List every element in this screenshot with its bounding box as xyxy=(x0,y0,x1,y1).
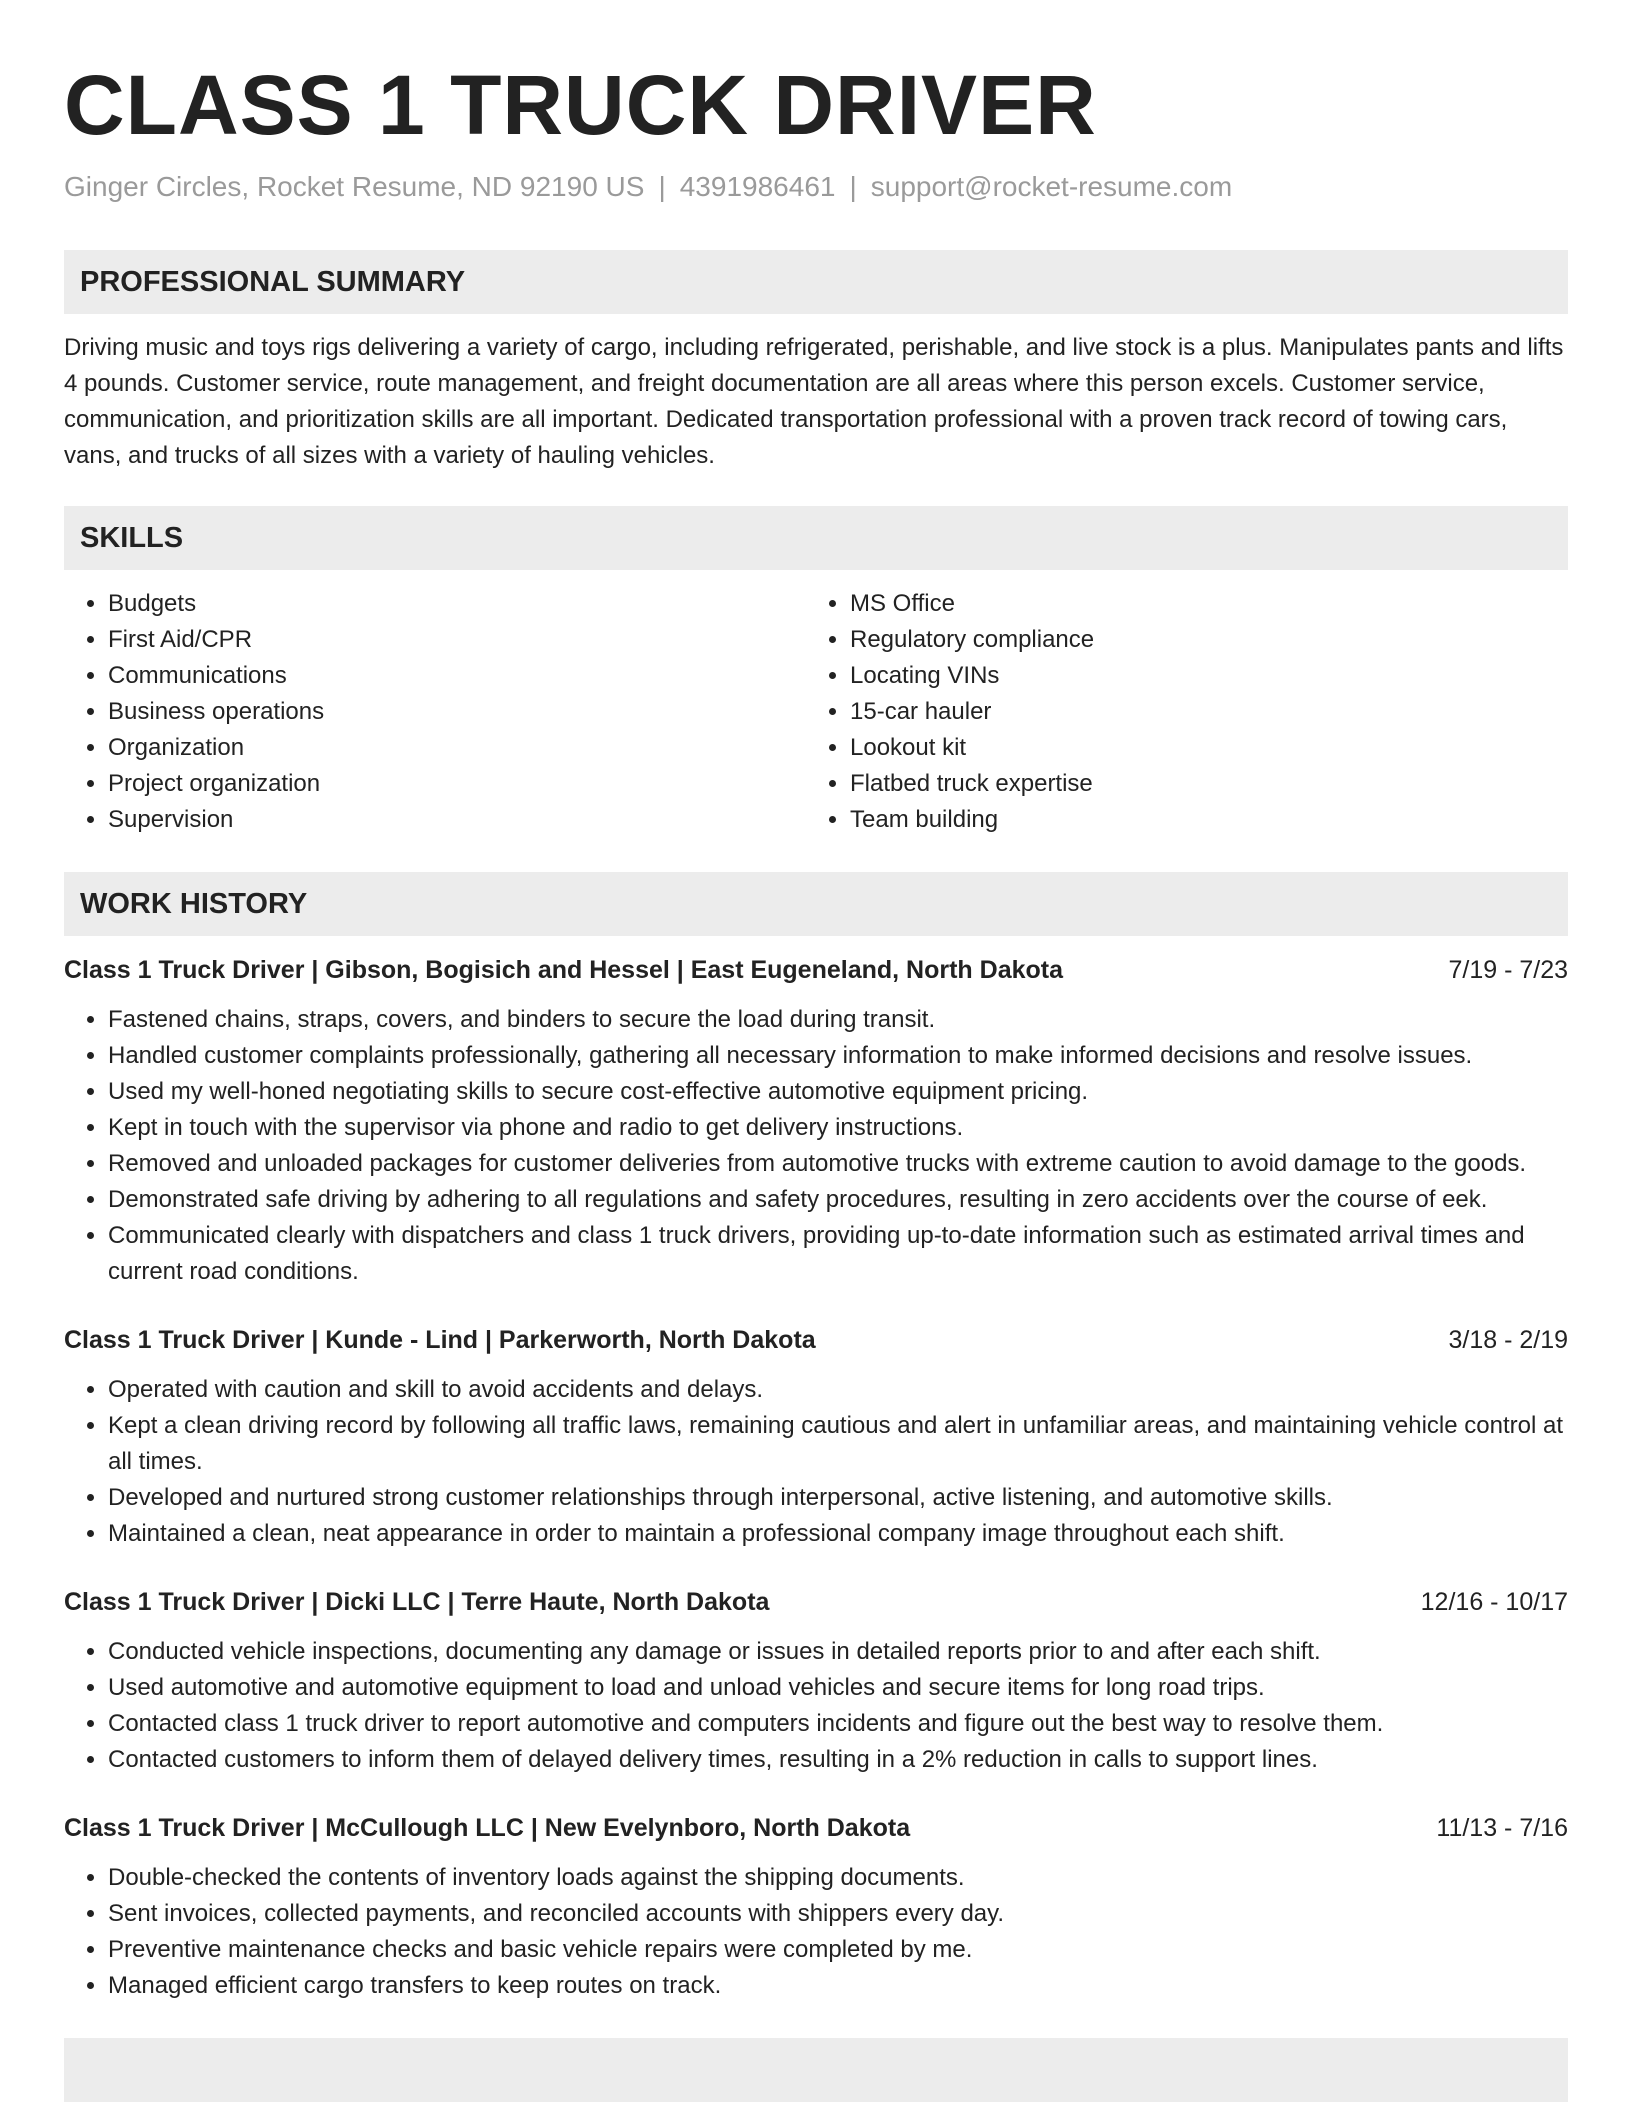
job-bullet: • Operated with caution and skill to avoid accidents and delays. xyxy=(108,1372,1568,1408)
work-entry-header xyxy=(64,1810,1568,1846)
skill-item: • Regulatory compliance xyxy=(850,622,1548,658)
job-bullets xyxy=(64,1002,1568,1290)
resume-page xyxy=(64,0,1568,2102)
work-entry xyxy=(64,1810,1568,2004)
contact-separator: | xyxy=(849,171,857,202)
skill-item: • Locating VINs xyxy=(850,658,1548,694)
job-bullet: • Contacted class 1 truck driver to report automotive and computers incidents and figure out the best way to resolve them. xyxy=(108,1706,1568,1742)
job-dates: 7/19 - 7/23 xyxy=(1448,956,1568,984)
contact-separator: | xyxy=(658,171,666,202)
job-bullet: • Double-checked the contents of inventory loads against the shipping documents. xyxy=(108,1860,1568,1896)
contact-line xyxy=(64,170,1568,204)
skill-item: • Organization xyxy=(108,730,806,766)
job-bullet: • Contacted customers to inform them of delayed delivery times, resulting in a 2% reduction in calls to support lines. xyxy=(108,1742,1568,1778)
job-bullet: • Developed and nurtured strong customer relationships through interpersonal, active listening, and automotive skills. xyxy=(108,1480,1568,1516)
contact-email: support@rocket-resume.com xyxy=(870,171,1233,202)
job-bullet: • Used my well-honed negotiating skills to secure cost-effective automotive equipment pricing. xyxy=(108,1074,1568,1110)
work-entry-header xyxy=(64,952,1568,988)
skill-item: • Supervision xyxy=(108,802,806,838)
job-bullet: • Demonstrated safe driving by adhering to all regulations and safety procedures, resulting in zero accidents over the course of eek. xyxy=(108,1182,1568,1218)
skill-item: • Business operations xyxy=(108,694,806,730)
skill-item: • MS Office xyxy=(850,586,1548,622)
resume-name: CLASS 1 TRUCK DRIVER xyxy=(64,58,1097,152)
job-bullet: • Conducted vehicle inspections, documenting any damage or issues in detailed reports prior to and after each shift. xyxy=(108,1634,1568,1670)
job-dates: 3/18 - 2/19 xyxy=(1448,1326,1568,1354)
job-heading: Class 1 Truck Driver | Dicki LLC | Terre Haute, North Dakota xyxy=(64,1588,770,1616)
skill-item: • Lookout kit xyxy=(850,730,1548,766)
job-bullet: • Preventive maintenance checks and basic vehicle repairs were completed by me. xyxy=(108,1932,1568,1968)
skill-item: • Flatbed truck expertise xyxy=(850,766,1548,802)
contact-address: Ginger Circles, Rocket Resume, ND 92190 US xyxy=(64,171,645,202)
job-dates: 11/13 - 7/16 xyxy=(1436,1814,1568,1842)
skills-column-right xyxy=(806,586,1548,838)
section-header-next xyxy=(64,2038,1568,2102)
job-bullet: • Kept in touch with the supervisor via phone and radio to get delivery instructions. xyxy=(108,1110,1568,1146)
job-heading: Class 1 Truck Driver | Gibson, Bogisich and Hessel | East Eugeneland, North Dakota xyxy=(64,956,1063,984)
work-entry-header xyxy=(64,1322,1568,1358)
job-bullet: • Kept a clean driving record by following all traffic laws, remaining cautious and alert in unfamiliar areas, and maintaining vehicle control at all times. xyxy=(108,1408,1568,1480)
skills-column-left xyxy=(64,586,806,838)
work-entry xyxy=(64,1584,1568,1778)
job-heading: Class 1 Truck Driver | Kunde - Lind | Parkerworth, North Dakota xyxy=(64,1326,816,1354)
skill-item: • Communications xyxy=(108,658,806,694)
job-bullet: • Maintained a clean, neat appearance in order to maintain a professional company image throughout each shift. xyxy=(108,1516,1568,1552)
skill-item: • First Aid/CPR xyxy=(108,622,806,658)
section-header-professional-summary: PROFESSIONAL SUMMARY xyxy=(64,250,1568,314)
job-bullets xyxy=(64,1860,1568,2004)
job-bullet: • Communicated clearly with dispatchers and class 1 truck drivers, providing up-to-date information such as estimated arrival times and current road conditions. xyxy=(108,1218,1568,1290)
job-bullet: • Fastened chains, straps, covers, and binders to secure the load during transit. xyxy=(108,1002,1568,1038)
section-header-skills: SKILLS xyxy=(64,506,1568,570)
job-bullet: • Used automotive and automotive equipment to load and unload vehicles and secure items for long road trips. xyxy=(108,1670,1568,1706)
job-heading: Class 1 Truck Driver | McCullough LLC | New Evelynboro, North Dakota xyxy=(64,1814,911,1842)
work-entry xyxy=(64,952,1568,1290)
skill-item: • Project organization xyxy=(108,766,806,802)
job-bullet: • Removed and unloaded packages for customer deliveries from automotive trucks with extreme caution to avoid damage to the goods. xyxy=(108,1146,1568,1182)
job-bullets xyxy=(64,1372,1568,1552)
skills-list xyxy=(64,586,1568,838)
job-dates: 12/16 - 10/17 xyxy=(1420,1588,1568,1616)
skill-item: • Budgets xyxy=(108,586,806,622)
job-bullet: • Sent invoices, collected payments, and reconciled accounts with shippers every day. xyxy=(108,1896,1568,1932)
work-entry-header xyxy=(64,1584,1568,1620)
skill-item: • Team building xyxy=(850,802,1548,838)
skill-item: • 15-car hauler xyxy=(850,694,1548,730)
job-bullets xyxy=(64,1634,1568,1778)
work-entry xyxy=(64,1322,1568,1552)
summary-text: Driving music and toys rigs delivering a variety of cargo, including refrigerated, perishable, and live stock is a plus. Manipulates pants and lifts 4 pounds. Customer service, route management, and freight documentation are all areas where this person excels. Customer service, communication, and prioritization skills are all important. Dedicated transportation professional with a proven track record of towing cars, vans, and trucks of all sizes with a variety of hauling vehicles. xyxy=(64,334,1564,469)
section-header-work-history: WORK HISTORY xyxy=(64,872,1568,936)
contact-phone: 4391986461 xyxy=(679,171,836,202)
job-bullet: • Handled customer complaints professionally, gathering all necessary information to make informed decisions and resolve issues. xyxy=(108,1038,1568,1074)
job-bullet: • Managed efficient cargo transfers to keep routes on track. xyxy=(108,1968,1568,2004)
